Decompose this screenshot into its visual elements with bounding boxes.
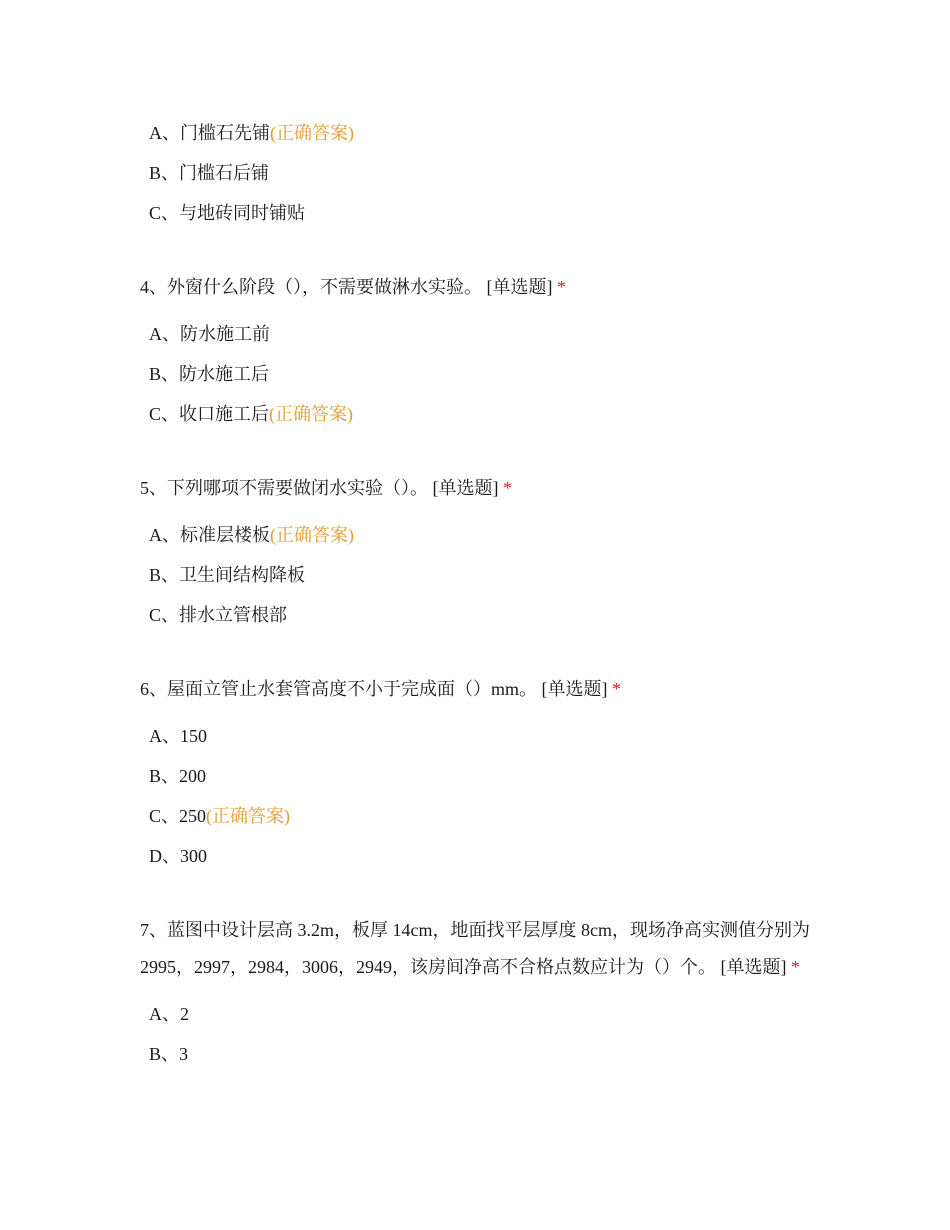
questionnaire-page <box>140 113 820 1074</box>
option-label: A、标准层楼板 <box>149 525 270 545</box>
option-label: A、2 <box>149 1004 189 1024</box>
option-5-c <box>140 595 820 635</box>
option-label: C、250 <box>149 806 207 826</box>
option-5-b <box>140 555 820 595</box>
option-label: C、收口施工后 <box>149 404 270 424</box>
required-marker: * <box>557 277 566 297</box>
required-marker: * <box>503 478 512 498</box>
question-text: 5、下列哪项不需要做闭水实验（）。 [单选题] <box>140 478 499 498</box>
correct-answer-marker: (正确答案) <box>206 806 291 826</box>
option-label: B、200 <box>149 766 207 786</box>
option-7-b <box>140 1034 820 1074</box>
spacer <box>140 876 820 912</box>
correct-answer-marker: (正确答案) <box>269 404 354 424</box>
question-7-title <box>140 912 820 986</box>
question-5 <box>140 470 820 635</box>
option-label: A、150 <box>149 726 207 746</box>
option-6-d <box>140 836 820 876</box>
question-prev <box>140 113 820 233</box>
required-marker: * <box>612 679 621 699</box>
question-5-title <box>140 470 820 507</box>
question-4-title <box>140 269 820 306</box>
option-label: A、门槛石先铺 <box>149 123 270 143</box>
option-prev-a <box>140 113 820 153</box>
spacer <box>140 434 820 470</box>
question-6 <box>140 671 820 876</box>
option-label: A、防水施工前 <box>149 324 270 344</box>
option-6-b <box>140 756 820 796</box>
question-4 <box>140 269 820 434</box>
option-label: C、与地砖同时铺贴 <box>149 203 306 223</box>
correct-answer-marker: (正确答案) <box>270 123 354 143</box>
option-5-a <box>140 515 820 555</box>
option-6-c <box>140 796 820 836</box>
required-marker: * <box>791 957 800 977</box>
option-label: B、防水施工后 <box>149 364 270 384</box>
option-7-a <box>140 994 820 1034</box>
option-label: C、排水立管根部 <box>149 605 288 625</box>
option-label: B、门槛石后铺 <box>149 163 270 183</box>
question-text: 6、屋面立管止水套管高度不小于完成面（）mm。 [单选题] <box>140 679 608 699</box>
option-4-a <box>140 314 820 354</box>
option-label: B、3 <box>149 1044 189 1064</box>
question-text: 7、蓝图中设计层高 3.2m，板厚 14cm，地面找平层厚度 8cm，现场净高实测值分别为 2995，2997，2984，3006，2949，该房间净高不合格点数应计为（）个。 [单选题] <box>140 920 810 977</box>
option-4-b <box>140 354 820 394</box>
option-4-c <box>140 394 820 434</box>
question-6-title <box>140 671 820 708</box>
spacer <box>140 635 820 671</box>
option-label: D、300 <box>149 846 207 866</box>
option-6-a <box>140 716 820 756</box>
option-label: B、卫生间结构降板 <box>149 565 306 585</box>
question-7 <box>140 912 820 1074</box>
option-prev-c <box>140 193 820 233</box>
question-text: 4、外窗什么阶段（），不需要做淋水实验。 [单选题] <box>140 277 553 297</box>
option-prev-b <box>140 153 820 193</box>
spacer <box>140 233 820 269</box>
correct-answer-marker: (正确答案) <box>270 525 354 545</box>
